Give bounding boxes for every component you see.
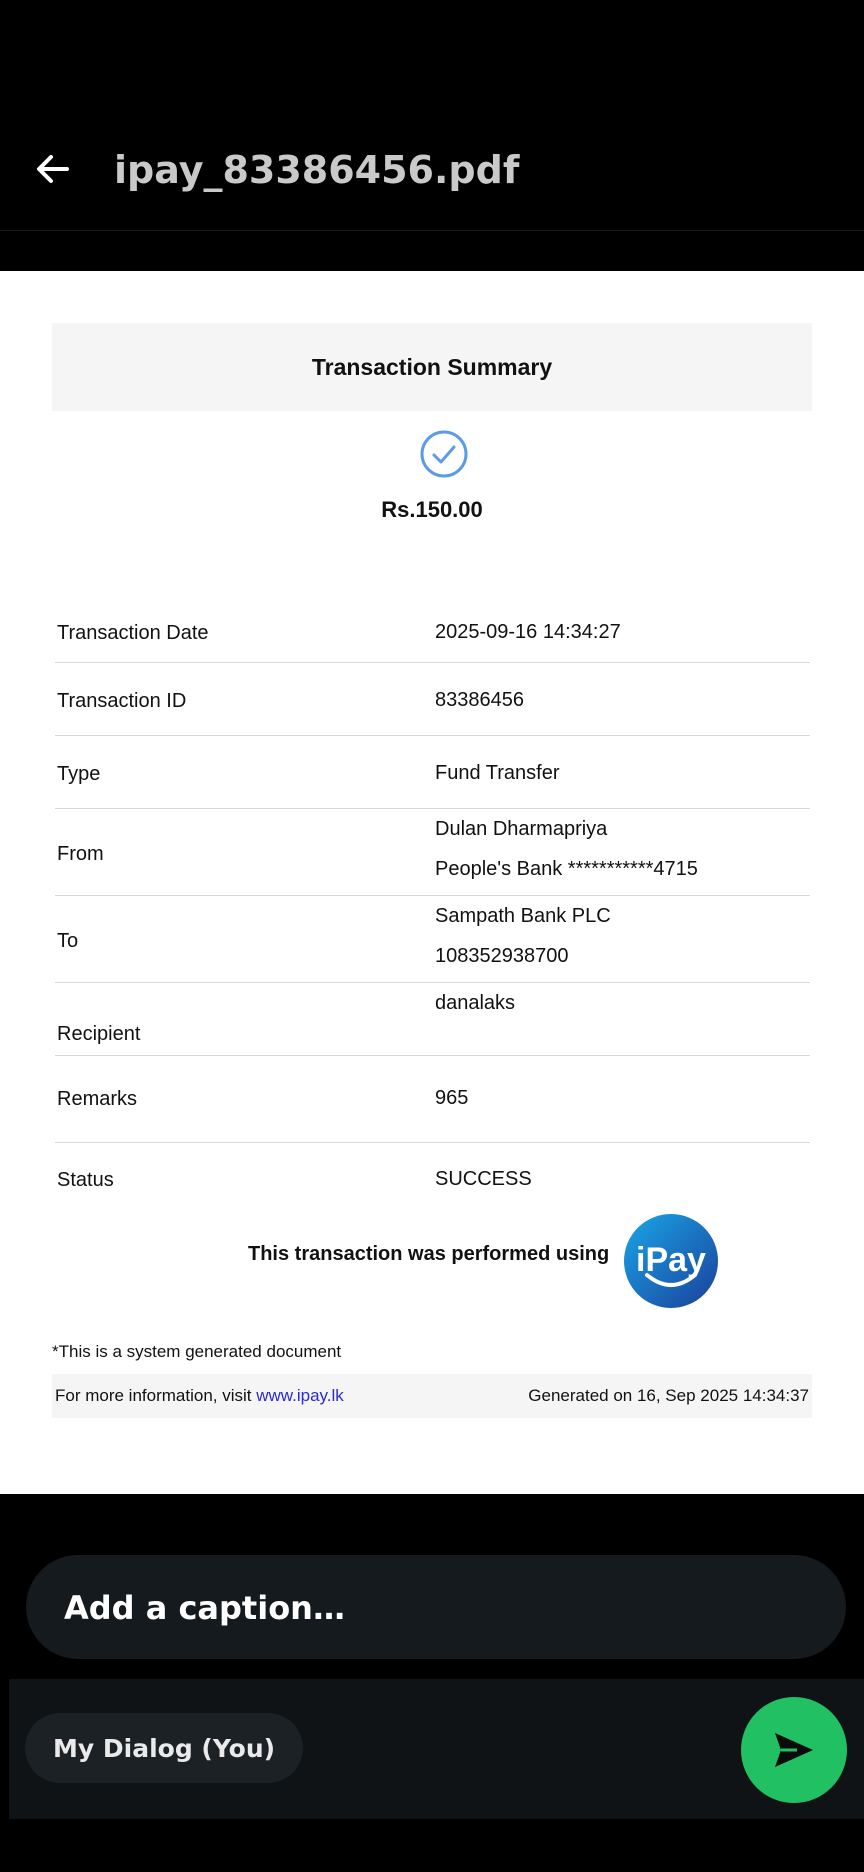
row-value: 83386456	[435, 689, 524, 711]
row-value: SUCCESS	[435, 1168, 532, 1190]
ipay-link[interactable]: www.ipay.lk	[256, 1386, 344, 1405]
performed-using	[0, 1211, 864, 1311]
detail-row-transaction-date	[55, 602, 810, 663]
detail-row-transaction-id	[55, 663, 810, 736]
footer-generated: Generated on 16, Sep 2025 14:34:37	[528, 1386, 809, 1405]
send-button[interactable]	[741, 1697, 847, 1803]
check-circle-icon	[420, 430, 468, 478]
back-button[interactable]	[28, 144, 78, 194]
row-value: 108352938700	[435, 945, 569, 967]
row-value: 965	[435, 1087, 469, 1109]
svg-text:iPay: iPay	[636, 1241, 706, 1279]
caption-box[interactable]	[26, 1555, 846, 1659]
ipay-logo	[623, 1213, 719, 1309]
summary-title: Transaction Summary	[52, 323, 812, 411]
caption-input[interactable]	[62, 1581, 766, 1635]
row-value: Dulan Dharmapriya	[435, 818, 608, 840]
detail-row-status	[55, 1143, 810, 1203]
detail-row-type	[55, 736, 810, 809]
row-label: Type	[57, 763, 101, 785]
row-value: Fund Transfer	[435, 762, 560, 784]
row-label: Status	[57, 1169, 114, 1191]
detail-row-recipient	[55, 983, 810, 1056]
transaction-amount: Rs.150.00	[381, 497, 483, 522]
performed-text: This transaction was performed using	[248, 1243, 610, 1265]
system-note: *This is a system generated document	[52, 1342, 342, 1361]
row-label: Recipient	[57, 1023, 141, 1045]
doc-footer	[52, 1374, 812, 1418]
top-app-bar	[0, 0, 864, 230]
recipient-chip[interactable]: My Dialog (You)	[25, 1713, 303, 1783]
pdf-preview[interactable]	[0, 271, 864, 1494]
row-value: 2025-09-16 14:34:27	[435, 621, 621, 643]
row-label: Transaction Date	[57, 622, 209, 644]
row-label: Transaction ID	[57, 690, 187, 712]
row-value: danalaks	[435, 992, 516, 1014]
arrow-left-icon	[33, 149, 73, 189]
row-value: Sampath Bank PLC	[435, 905, 611, 927]
footer-info	[55, 1386, 344, 1406]
row-value: People's Bank ***********4715	[435, 858, 698, 880]
detail-row-from	[55, 809, 810, 896]
send-bar	[9, 1679, 864, 1819]
detail-row-remarks	[55, 1056, 810, 1143]
row-label: From	[57, 843, 104, 865]
send-icon	[771, 1727, 817, 1773]
row-label: To	[57, 930, 79, 952]
detail-row-to	[55, 896, 810, 983]
footer-info-prefix: For more information, visit	[55, 1386, 257, 1405]
file-title: ipay_83386456.pdf	[114, 148, 520, 192]
row-label: Remarks	[57, 1088, 138, 1110]
divider	[0, 230, 864, 231]
